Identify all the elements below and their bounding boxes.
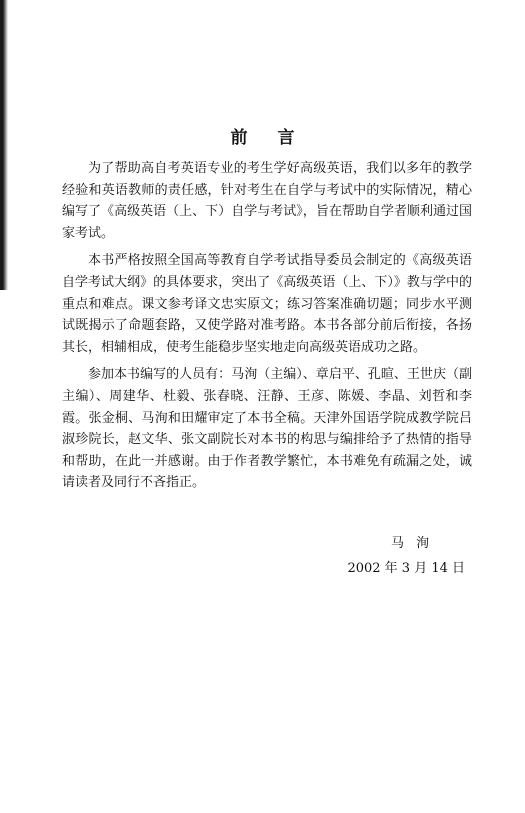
signature-date: 2002 年 3 月 14 日 [347, 561, 465, 576]
author-name: 马洵 [390, 536, 441, 551]
paragraph-3: 参加本书编写的人员有：马洵（主编）、章启平、孔暄、王世庆（副主编）、周建华、杜毅、张春晓、汪静、王彦、陈媛、李晶、刘哲和李霞。张金桐、马洵和田耀审定了本书全稿。天津外国语学院成教学院吕淑珍院长，赵文华、张文副院长对本书的构思与编排给予了热情的指导和帮助，在此一并感谢。由于作者教学繁忙，本书难免有疏漏之处，诚请读者及同行不吝指正。 [62, 367, 472, 491]
page-title: 前言 [230, 128, 325, 149]
paragraph-1: 为了帮助高自考英语专业的考生学好高级英语，我们以多年的教学经验和英语教师的责任感，针对考生在自学与考试中的实际情况，精心编写了《高级英语（上、下）自学与考试》，旨在帮助自学者顺利通过国家考试。 [62, 161, 472, 241]
preface-body [62, 158, 472, 500]
paragraph-2: 本书严格按照全国高等教育自学考试指导委员会制定的《高级英语自学考试大纲》的具体要求，突出了《高级英语（上、下）》教与学中的重点和难点。课文参考译文忠实原文；练习答案准确切题；同步水平测试既揭示了命题套路，又使学路对准考路。本书各部分前后衔接，各扬其长，相辅相成，使考生能稳步坚实地走向高级英语成功之路。 [62, 253, 472, 355]
signature-block [330, 533, 465, 580]
